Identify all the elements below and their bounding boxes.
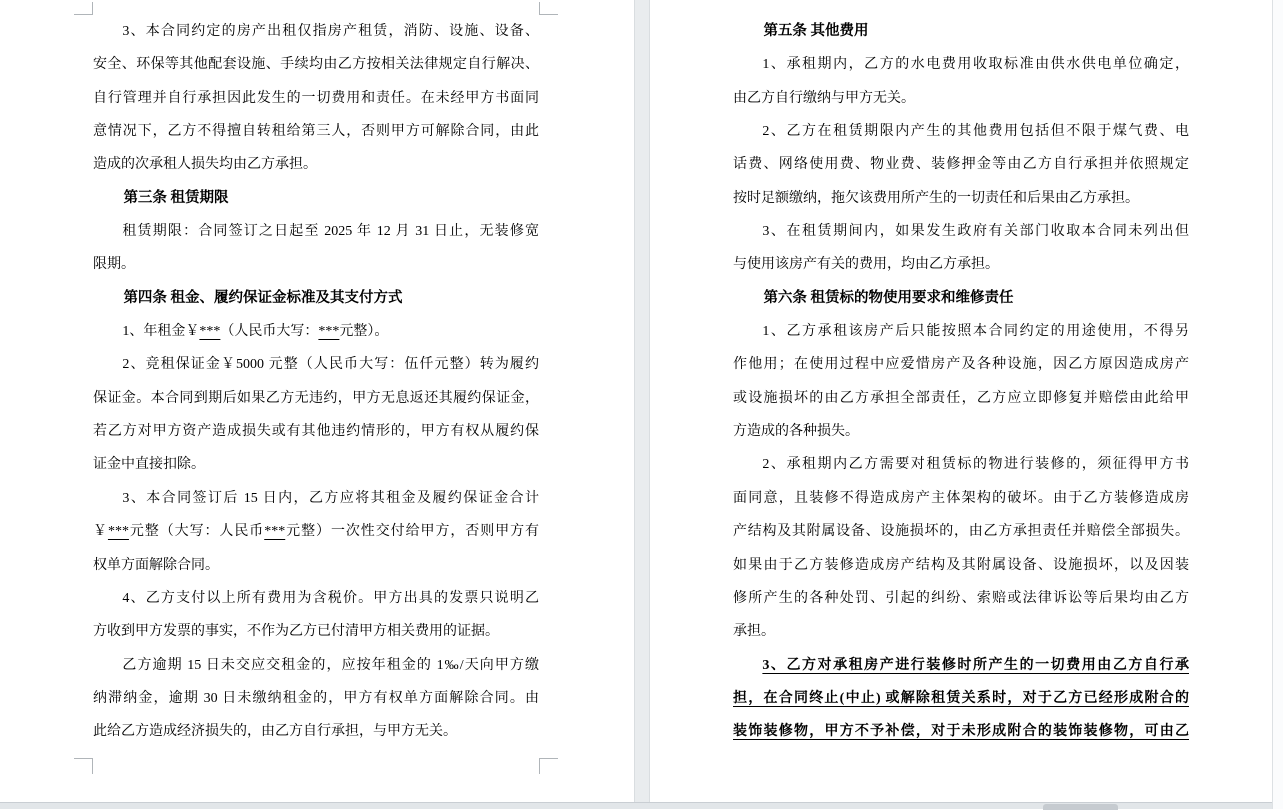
text-line: 话费、网络使用费、物业费、装修押金等由乙方自行承担并依照规定 <box>733 157 1189 173</box>
text-line: 1、承租期内，乙方的水电费用收取标准由供水供电单位确定， <box>762 57 1189 73</box>
crop-mark-top-right <box>539 2 558 15</box>
text-run: 1、年租金￥ <box>122 324 200 340</box>
text-line: 与使用该房产有关的费用，均由乙方承担。 <box>733 257 999 273</box>
text-line: 或设施损坏的由乙方承担全部责任，乙方应立即修复并赔偿由此给甲 <box>733 390 1189 406</box>
text-line: 3、本合同签订后 15 日内，乙方应将其租金及履约保证金合计 <box>122 490 539 506</box>
text-line <box>93 315 539 348</box>
text-run: 元整（大写：人民币 <box>128 524 265 540</box>
page-left-text-area <box>93 15 539 749</box>
text-line: 产结构及其附属设备、设施损坏的，由乙方承担责任并赔偿全部损失。 <box>733 524 1189 540</box>
text-line: 装饰装修物，甲方不予补偿，对于未形成附合的装饰装修物，可由乙 <box>733 724 1189 740</box>
text-line: 如果由于乙方装修造成房产结构及其附属设备、设施损坏，以及因装 <box>733 557 1189 573</box>
underlined-blank: *** <box>199 324 221 340</box>
text-line <box>93 515 539 548</box>
text-run: 元整）。 <box>339 324 389 340</box>
crop-mark-bottom-left <box>74 758 93 774</box>
text-line: 若乙方对甲方资产造成损失或有其他违约情形的，甲方有权从履约保 <box>93 424 539 440</box>
text-line: 面同意，且装修不得造成房产主体架构的破坏。由于乙方装修造成房 <box>733 490 1189 506</box>
page-left <box>0 0 634 804</box>
text-line: 自行管理并自行承担因此发生的一切费用和责任。在未经甲方书面同 <box>93 90 539 106</box>
text-line: 此给乙方造成经济损失的，由乙方自行承担，与甲方无关。 <box>93 724 457 740</box>
text-line: 方收到甲方发票的事实，不作为乙方已付清甲方相关费用的证据。 <box>93 624 499 640</box>
text-line: 承担。 <box>733 624 775 640</box>
text-line: 2、竞租保证金￥5000 元整（人民币大写：伍仟元整）转为履约 <box>122 357 539 373</box>
text-line: 造成的次承租人损失均由乙方承担。 <box>93 157 317 173</box>
text-line: 租赁期限：合同签订之日起至 2025 年 12 月 31 日止，无装修宽 <box>122 224 539 240</box>
horizontal-scrollbar-track[interactable] <box>0 802 1272 809</box>
text-run: ￥ <box>93 524 108 540</box>
underlined-blank: *** <box>264 524 286 540</box>
text-line: 2、承租期内乙方需要对租赁标的物进行装修的，须征得甲方书 <box>762 457 1189 473</box>
text-line: 安全、环保等其他配套设施、手续均由乙方按相关法律规定自行解决、 <box>93 57 539 73</box>
vertical-scrollbar-track[interactable] <box>1272 0 1283 809</box>
text-line: 第六条 租赁标的物使用要求和维修责任 <box>763 289 1014 306</box>
text-run: 元整）一次性交付给甲方，否则甲方有 <box>285 524 540 540</box>
text-line: 4、乙方支付以上所有费用为含税价。甲方出具的发票只说明乙 <box>122 590 539 606</box>
page-gap <box>634 0 650 804</box>
text-line: 第三条 租赁期限 <box>123 189 229 206</box>
underlined-blank: *** <box>318 324 340 340</box>
text-line: 限期。 <box>93 257 135 273</box>
underlined-blank: *** <box>107 524 129 540</box>
text-line: 按时足额缴纳，拖欠该费用所产生的一切责任和后果由乙方承担。 <box>733 190 1139 206</box>
text-line: 3、本合同约定的房产出租仅指房产租赁，消防、设施、设备、 <box>122 24 539 39</box>
text-run: （人民币大写： <box>220 324 319 340</box>
crop-mark-bottom-right <box>539 758 558 774</box>
text-line: 证金中直接扣除。 <box>93 457 205 473</box>
text-line: 意情况下，乙方不得擅自转租给第三人，否则甲方可解除合同，由此 <box>93 124 539 140</box>
text-line: 保证金。本合同到期后如果乙方无违约，甲方无息返还其履约保证金， <box>93 390 539 406</box>
text-line: 由乙方自行缴纳与甲方无关。 <box>733 90 915 106</box>
text-line: 第四条 租金、履约保证金标准及其支付方式 <box>123 289 403 306</box>
text-line: 3、在租赁期间内，如果发生政府有关部门收取本合同未列出但 <box>762 224 1189 240</box>
text-line: 纳滞纳金，逾期 30 日未缴纳租金的，甲方有权单方面解除合同。由 <box>93 690 539 706</box>
text-line: 方造成的各种损失。 <box>733 424 859 440</box>
text-line: 修所产生的各种处罚、引起的纠纷、索赔或法律诉讼等后果均由乙方 <box>733 590 1189 606</box>
text-line: 1、乙方承租该房产后只能按照本合同约定的用途使用，不得另 <box>762 324 1189 340</box>
crop-mark-top-left <box>74 2 93 15</box>
text-line: 2、乙方在租赁期限内产生的其他费用包括但不限于煤气费、电 <box>762 124 1189 140</box>
page-right-text-area <box>733 15 1189 749</box>
text-line: 第五条 其他费用 <box>763 23 869 39</box>
text-line: 担，在合同终止(中止) 或解除租赁关系时，对于乙方已经形成附合的 <box>733 690 1189 706</box>
text-line: 作他用；在使用过程中应爱惜房产及各种设施，因乙方原因造成房产 <box>733 357 1189 373</box>
text-line: 乙方逾期 15 日未交应交租金的，应按年租金的 1‰/天向甲方缴 <box>122 657 539 673</box>
text-line: 权单方面解除合同。 <box>93 557 219 573</box>
text-line: 3、乙方对承租房产进行装修时所产生的一切费用由乙方自行承 <box>762 657 1189 673</box>
horizontal-scrollbar-thumb[interactable] <box>1043 804 1118 810</box>
